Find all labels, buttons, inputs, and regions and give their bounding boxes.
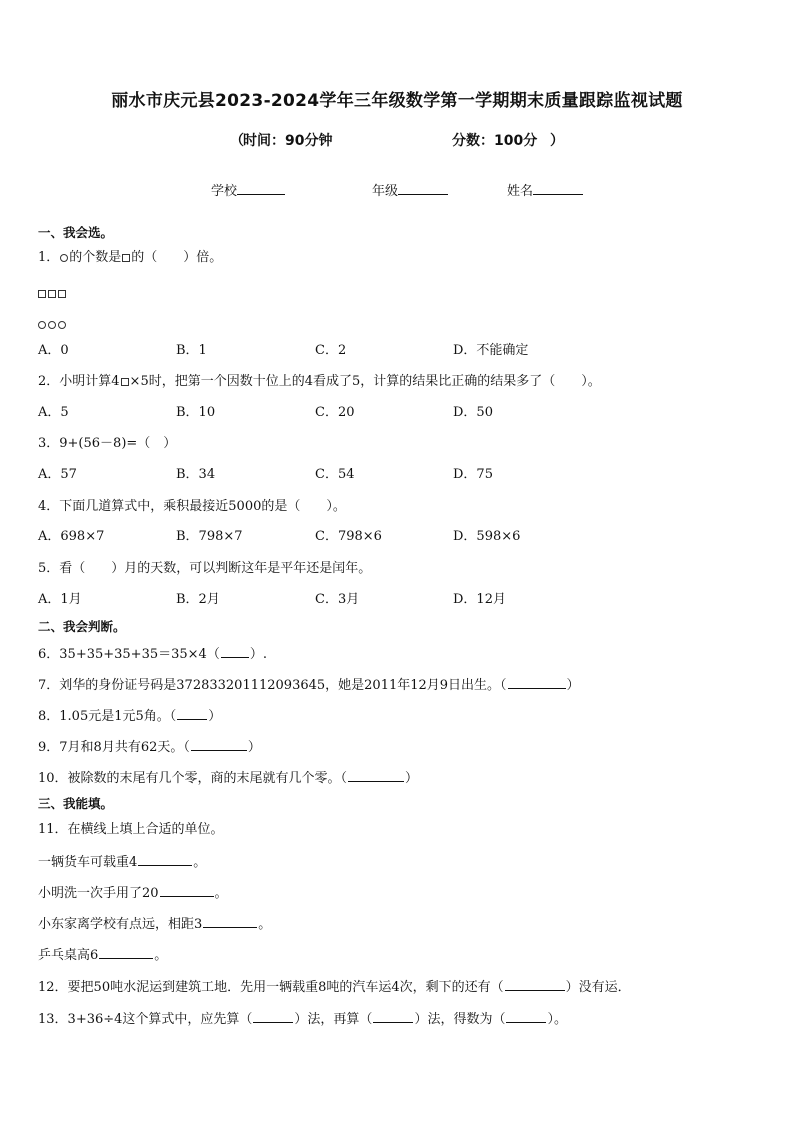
square-icon bbox=[48, 290, 56, 298]
q12-text-end: ）没有运． bbox=[565, 980, 631, 995]
q11-item-3-end: 。 bbox=[258, 917, 272, 932]
q10-answer-blank[interactable] bbox=[348, 768, 404, 782]
section-heading-1: 一、我会选。 bbox=[38, 225, 114, 240]
q2-option-a[interactable]: A．5 bbox=[38, 405, 69, 420]
q5-option-c[interactable]: C．3月 bbox=[315, 592, 360, 607]
q2-option-d[interactable]: D．50 bbox=[453, 405, 493, 420]
q6-text: 6．35+35+35+35＝35×4（ bbox=[38, 647, 220, 662]
question-4: 4．下面几道算式中，乘积最接近5000的是（ ）。 bbox=[38, 499, 346, 514]
q11-item-4-blank[interactable] bbox=[99, 945, 153, 959]
q13-text-c: ）法，得数为（ bbox=[414, 1012, 506, 1027]
q11-item-3 bbox=[38, 914, 271, 934]
exam-score: 分数：100分 bbox=[452, 133, 538, 149]
q1-number: 1． bbox=[38, 250, 60, 265]
q11-item-2-text: 小明洗一次手用了20 bbox=[38, 886, 159, 901]
section-heading-3: 三、我能填。 bbox=[38, 796, 114, 811]
meta-paren-left: （ bbox=[230, 133, 244, 149]
q9-answer-blank[interactable] bbox=[191, 737, 247, 751]
q7-text-end: ） bbox=[566, 678, 580, 693]
q11-item-2-end: 。 bbox=[214, 886, 228, 901]
q1-option-b[interactable]: B．1 bbox=[176, 343, 207, 358]
q13-blank-2[interactable] bbox=[373, 1009, 413, 1023]
q12-answer-blank[interactable] bbox=[505, 977, 565, 991]
question-7 bbox=[38, 675, 580, 695]
q11-item-1 bbox=[38, 852, 206, 872]
question-13 bbox=[38, 1009, 567, 1029]
q11-item-1-end: 。 bbox=[193, 855, 207, 870]
q3-option-d[interactable]: D．75 bbox=[453, 467, 493, 482]
q4-option-a[interactable]: A．698×7 bbox=[38, 529, 105, 544]
circle-icon bbox=[38, 321, 46, 329]
question-1 bbox=[38, 249, 222, 267]
name-label: 姓名 bbox=[507, 184, 534, 199]
meta-paren-right: ） bbox=[550, 133, 564, 149]
q8-answer-blank[interactable] bbox=[177, 706, 207, 720]
q13-text-a: 13．3+36÷4这个算式中，应先算（ bbox=[38, 1012, 253, 1027]
q8-text: 8．1.05元是1元5角。（ bbox=[38, 709, 177, 724]
question-6 bbox=[38, 644, 267, 664]
page-title: 丽水市庆元县2023-2024学年三年级数学第一学期期末质量跟踪监视试题 bbox=[111, 91, 683, 111]
q1-text-a: 的个数是 bbox=[69, 250, 122, 265]
question-12 bbox=[38, 977, 631, 997]
q5-option-b[interactable]: B．2月 bbox=[176, 592, 220, 607]
q2-text-a: 2．小明计算4 bbox=[38, 374, 120, 389]
question-3: 3．9+(56－8)=（ ） bbox=[38, 436, 177, 451]
q4-option-c[interactable]: C．798×6 bbox=[315, 529, 382, 544]
q7-text: 7．刘华的身份证号码是372833201112093645，她是2011年12月9日出生。（ bbox=[38, 678, 507, 693]
school-field[interactable] bbox=[211, 180, 285, 199]
q7-answer-blank[interactable] bbox=[508, 675, 566, 689]
q13-text-d: ）。 bbox=[547, 1012, 567, 1027]
square-icon bbox=[58, 290, 66, 298]
grade-blank[interactable] bbox=[398, 182, 448, 195]
question-2 bbox=[38, 373, 601, 391]
q2-option-c[interactable]: C．20 bbox=[315, 405, 355, 420]
q2-option-b[interactable]: B．10 bbox=[176, 405, 216, 420]
q5-option-a[interactable]: A．1月 bbox=[38, 592, 82, 607]
question-9 bbox=[38, 737, 261, 757]
q11-item-4-end: 。 bbox=[154, 948, 168, 963]
q1-squares-row bbox=[38, 287, 68, 300]
q13-text-b: ）法，再算（ bbox=[294, 1012, 373, 1027]
q1-text-b: 的（ ）倍。 bbox=[131, 250, 223, 265]
q13-blank-1[interactable] bbox=[253, 1009, 293, 1023]
q11-item-2 bbox=[38, 883, 228, 903]
q11-item-1-blank[interactable] bbox=[138, 852, 192, 866]
circle-icon bbox=[48, 321, 56, 329]
q3-option-a[interactable]: A．57 bbox=[38, 467, 77, 482]
q11-item-4 bbox=[38, 945, 167, 965]
q10-text-end: ） bbox=[405, 771, 419, 786]
square-icon bbox=[121, 378, 129, 386]
grade-field[interactable] bbox=[372, 180, 448, 199]
question-11: 11．在横线上填上合适的单位。 bbox=[38, 822, 224, 837]
q9-text: 9．7月和8月共有62天。（ bbox=[38, 740, 190, 755]
q9-text-end: ） bbox=[247, 740, 261, 755]
question-5: 5．看（ ）月的天数，可以判断这年是平年还是闰年。 bbox=[38, 561, 372, 576]
q10-text: 10．被除数的末尾有几个零，商的末尾就有几个零。（ bbox=[38, 771, 348, 786]
exam-time: 时间：90分钟 bbox=[243, 133, 333, 149]
q11-item-1-text: 一辆货车可载重4 bbox=[38, 855, 138, 870]
q1-option-a[interactable]: A．0 bbox=[38, 343, 69, 358]
q3-option-c[interactable]: C．54 bbox=[315, 467, 355, 482]
q8-text-end: ） bbox=[208, 709, 222, 724]
grade-label: 年级 bbox=[372, 184, 399, 199]
school-label: 学校 bbox=[211, 184, 238, 199]
q1-option-c[interactable]: C．2 bbox=[315, 343, 347, 358]
question-8 bbox=[38, 706, 221, 726]
q2-text-b: ×5时，把第一个因数十位上的4看成了5，计算的结果比正确的结果多了（ ）。 bbox=[129, 374, 601, 389]
q1-option-d[interactable]: D．不能确定 bbox=[453, 343, 529, 358]
q4-option-b[interactable]: B．798×7 bbox=[176, 529, 243, 544]
q11-item-3-blank[interactable] bbox=[203, 914, 257, 928]
name-field[interactable] bbox=[507, 180, 583, 199]
circle-icon bbox=[58, 321, 66, 329]
school-blank[interactable] bbox=[237, 182, 285, 195]
q5-option-d[interactable]: D．12月 bbox=[453, 592, 506, 607]
q13-blank-3[interactable] bbox=[506, 1009, 546, 1023]
q11-item-4-text: 乒乓桌高6 bbox=[38, 948, 99, 963]
square-icon bbox=[122, 254, 130, 262]
q4-option-d[interactable]: D．598×6 bbox=[453, 529, 521, 544]
question-10 bbox=[38, 768, 418, 788]
q6-text-end: ）. bbox=[249, 647, 267, 662]
q3-option-b[interactable]: B．34 bbox=[176, 467, 216, 482]
name-blank[interactable] bbox=[533, 182, 583, 195]
q11-item-3-text: 小东家离学校有点远，相距3 bbox=[38, 917, 203, 932]
q1-circles-row bbox=[38, 318, 68, 331]
q12-text: 12．要把50吨水泥运到建筑工地．先用一辆载重8吨的汽车运4次，剩下的还有（ bbox=[38, 980, 504, 995]
q6-answer-blank[interactable] bbox=[221, 644, 249, 658]
section-heading-2: 二、我会判断。 bbox=[38, 619, 126, 634]
circle-icon bbox=[60, 254, 68, 262]
q11-item-2-blank[interactable] bbox=[160, 883, 214, 897]
square-icon bbox=[38, 290, 46, 298]
